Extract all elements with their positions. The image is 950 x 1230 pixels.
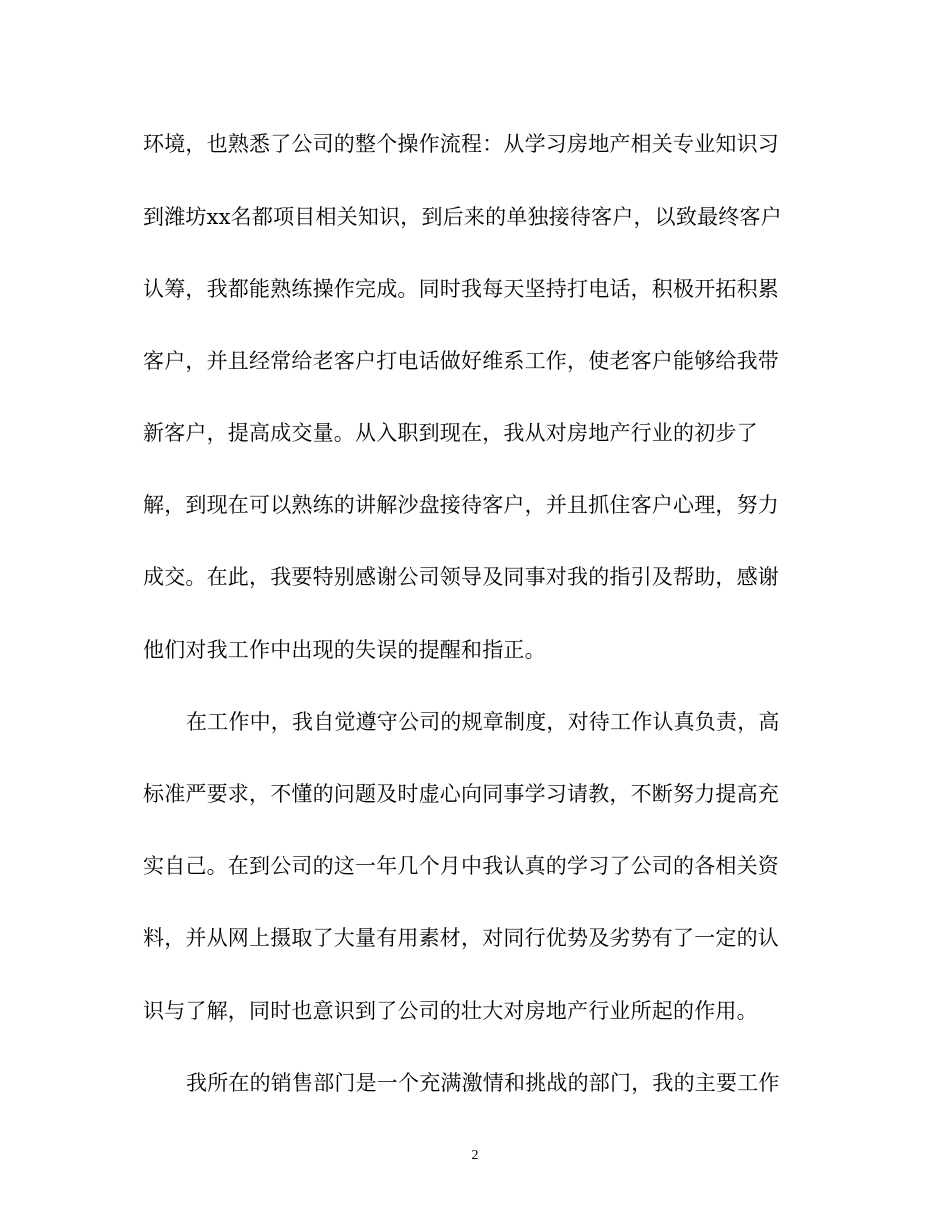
text-line: 解，到现在可以熟练的讲解沙盘接待客户，并且抓住客户心理，努力 [143,493,779,517]
text-line: 环境，也熟悉了公司的整个操作流程：从学习房地产相关专业知识习 [143,132,779,156]
text-line: 他们对我工作中出现的失误的提醒和指正。 [143,638,546,662]
text-line: 识与了解，同时也意识到了公司的壮大对房地产行业所起的作用。 [143,999,758,1023]
text-line: 新客户，提高成交量。从入职到现在，我从对房地产行业的初步了 [143,421,758,445]
text-line: 认筹，我都能熟练操作完成。同时我每天坚持打电话，积极开拓积累 [143,277,779,301]
paragraph-first-line: 在工作中，我自觉遵守公司的规章制度，对待工作认真负责，高 [186,710,780,734]
text-line: 料，并从网上摄取了大量有用素材，对同行优势及劣势有了一定的认 [143,926,779,950]
text-line: 成交。在此，我要特别感谢公司领导及同事对我的指引及帮助，感谢 [143,565,779,589]
text-line: 实自己。在到公司的这一年几个月中我认真的学习了公司的各相关资 [143,854,779,878]
paragraph-first-line: 我所在的销售部门是一个充满激情和挑战的部门，我的主要工作 [186,1071,780,1095]
page-number: 2 [471,1148,479,1163]
text-line: 到潍坊xx名都项目相关知识，到后来的单独接待客户，以致最终客户 [143,205,782,229]
text-line: 客户，并且经常给老客户打电话做好维系工作，使老客户能够给我带 [143,349,779,373]
text-line: 标准严要求，不懂的问题及时虚心向同事学习请教，不断努力提高充 [143,782,779,806]
